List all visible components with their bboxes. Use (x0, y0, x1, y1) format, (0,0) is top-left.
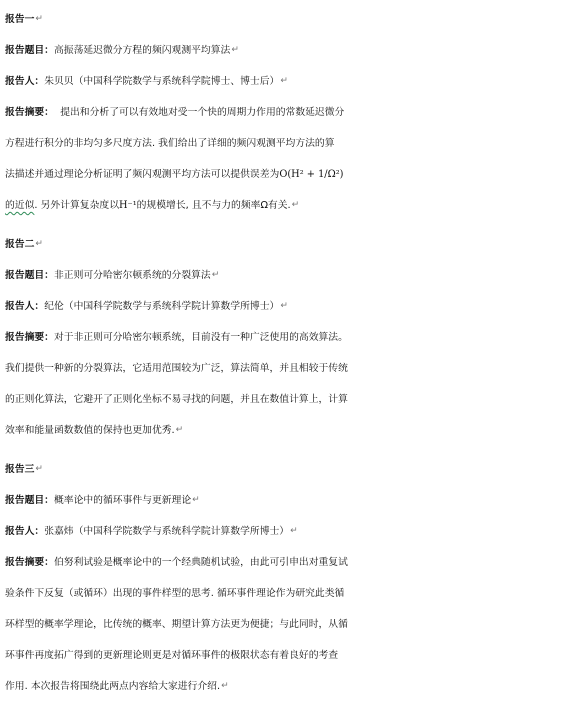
report3-speaker-label: 报告人： (5, 526, 45, 537)
report3-speaker: 张嘉炜（中国科学院数学与系统科学院计算数学所博士） (44, 526, 290, 537)
report3-title-line (5, 485, 563, 516)
report3-heading: 报告三 (5, 464, 35, 475)
paragraph-mark: ↵ (175, 425, 184, 435)
paragraph-mark: ↵ (280, 76, 288, 86)
report1-title-line (5, 35, 563, 66)
report1-abstract-text-3: 法描述并通过理论分析证明了频闪观测平均方法可以提供误差为 (5, 169, 280, 180)
report1-speaker-line (5, 66, 563, 97)
report2-title-label: 报告题目： (5, 270, 54, 281)
report2-abstract-line-4 (5, 415, 563, 446)
report2-title-line (5, 260, 563, 291)
report1-heading-line (5, 4, 563, 35)
report1-heading: 报告一 (5, 14, 35, 25)
report2-abstract-line-3 (5, 384, 563, 415)
report1-abstract-text-2: 方程进行积分的非均匀多尺度方法. 我们给出了详细的频闪观测平均方法的算 (5, 138, 335, 149)
report3-abstract-line-2 (5, 578, 563, 609)
report1-abstract-label: 报告摘要： (5, 107, 54, 118)
report1-speaker: 朱贝贝（中国科学院数学与系统科学院博士、博士后） (44, 76, 280, 87)
report3-abstract-text-4: 环事件再度拓广得到的更新理论则更是对循环事件的极限状态有着良好的考查 (5, 650, 339, 661)
report1-abstract-text-1: 提出和分析了可以有效地对受一个快的周期力作用的常数延迟微分 (60, 107, 345, 118)
complexity-formula: H⁻¹ (119, 200, 137, 211)
report1-abstract-text-4b: . 另外计算复杂度以 (34, 200, 119, 211)
report3-abstract-label: 报告摘要： (5, 557, 54, 568)
paragraph-mark: ↵ (290, 526, 298, 536)
paragraph-mark: ↵ (280, 301, 288, 311)
paragraph-mark: ↵ (291, 200, 300, 210)
report2-abstract-text-2: 我们提供一种新的分裂算法，它适用范围较为广泛，算法简单，并且相较于传统 (5, 363, 348, 374)
report1-title-label: 报告题目： (5, 45, 54, 56)
report3-title: 概率论中的循环事件与更新理论 (53, 495, 192, 506)
report1-abstract-line-3 (5, 159, 563, 190)
report1-speaker-label: 报告人： (5, 76, 45, 87)
report2-speaker-line (5, 291, 563, 322)
report3-abstract-text-1: 伯努利试验是概率论中的一个经典随机试验，由此可引申出对重复试 (53, 557, 348, 568)
report3-heading-line (5, 454, 563, 485)
report3-abstract-line-3 (5, 609, 563, 640)
report3-speaker-line (5, 516, 563, 547)
report1-abstract-line-4 (5, 190, 563, 221)
paragraph-mark: ↵ (211, 270, 220, 280)
report2-abstract-text-4: 效率和能量函数数值的保持也更加优秀. (5, 425, 175, 436)
report2-abstract-line-1 (5, 322, 563, 353)
report2-speaker-label: 报告人： (5, 301, 45, 312)
paragraph-mark: ↵ (35, 14, 43, 24)
report3-abstract-line-4 (5, 640, 563, 671)
report3-abstract-text-5: 作用. 本次报告将围绕此两点内容给大家进行介绍. (5, 681, 221, 692)
paragraph-mark: ↵ (35, 239, 43, 249)
report2-abstract-text-1: 对于非正则可分哈密尔顿系统，目前没有一种广泛使用的高效算法。 (53, 332, 348, 343)
report1-abstract-text-4c: 的规模增长, 且不与力的频率Ω有关. (136, 200, 291, 211)
report2-title: 非正则可分哈密尔顿系统的分裂算法 (53, 270, 211, 281)
report1-abstract-line-1 (5, 97, 563, 128)
error-bound-formula: O(H² + 1/Ω²) (279, 169, 344, 180)
report2-abstract-label: 报告摘要： (5, 332, 54, 343)
report3-abstract-line-5 (5, 671, 563, 702)
paragraph-mark: ↵ (221, 681, 229, 691)
spellcheck-underlined-text: 的近似 (5, 200, 35, 211)
report2-heading-line (5, 229, 563, 260)
report2-abstract-line-2 (5, 353, 563, 384)
report1-abstract-line-2 (5, 128, 563, 159)
report2-abstract-text-3: 的正则化算法，它避开了正则化坐标不易寻找的问题，并且在数值计算上，计算 (5, 394, 348, 405)
report1-title: 高振荡延迟微分方程的频闪观测平均算法 (53, 45, 231, 56)
paragraph-mark: ↵ (192, 495, 200, 505)
report2-heading: 报告二 (5, 239, 35, 250)
report3-abstract-text-3: 环样型的概率学理论，比传统的概率、期望计算方法更为便捷；与此同时，从循 (5, 619, 348, 630)
report3-abstract-text-2: 验条件下反复（或循环）出现的事件样型的思考. 循环事件理论作为研究此类循 (5, 588, 345, 599)
report2-speaker: 纪伦（中国科学院数学与系统科学院计算数学所博士） (44, 301, 280, 312)
report3-abstract-line-1 (5, 547, 563, 578)
paragraph-mark: ↵ (231, 45, 239, 55)
report3-title-label: 报告题目： (5, 495, 54, 506)
paragraph-mark: ↵ (35, 464, 43, 474)
